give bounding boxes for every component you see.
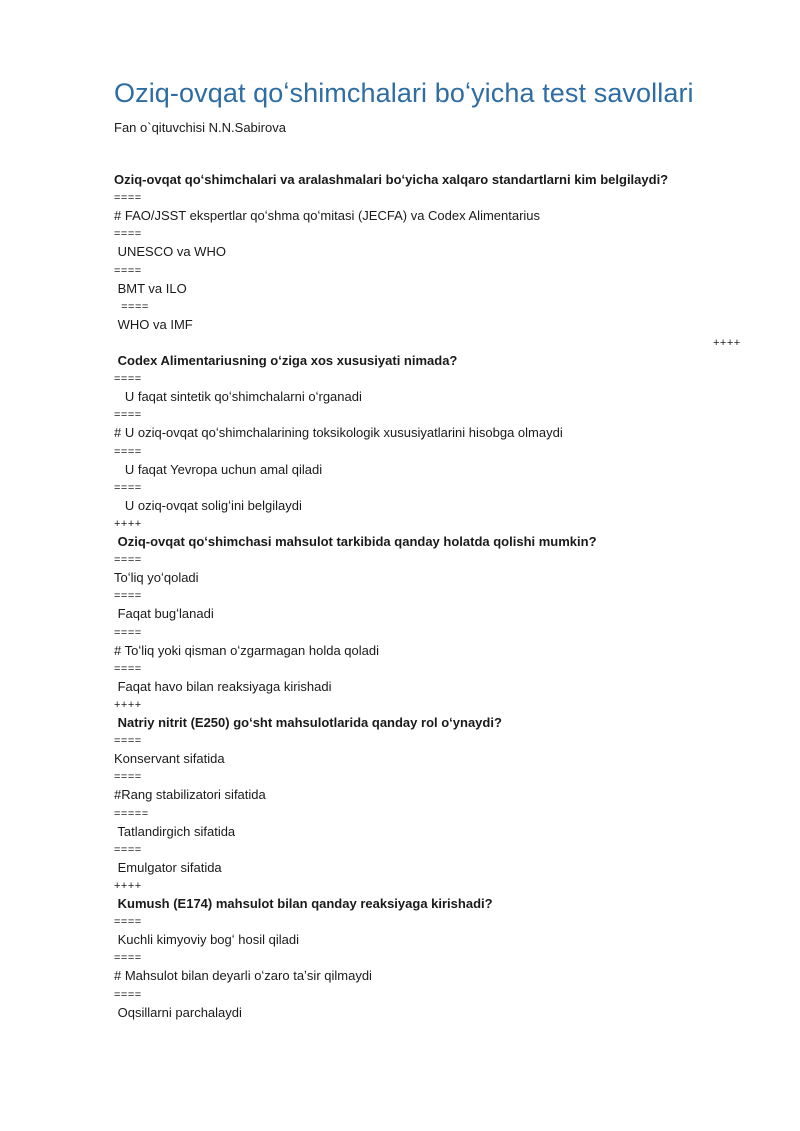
answer-option: U faqat Yevropa uchun amal qiladi [114,461,323,477]
separator-line: ==== [114,988,142,1001]
question-divider: ++++ [713,336,741,349]
answer-option: U oziq-ovqat soligʻini belgilaydi [114,497,302,513]
separator-line: ++++ [114,517,142,530]
separator-line: ==== [114,445,142,458]
author-line: Fan o`qituvchisi N.N.Sabirova [114,120,286,135]
separator-line: ===== [114,807,149,820]
answer-option: # U oziq-ovqat qoʻshimchalarining toksikologik xususiyatlarini hisobga olmaydi [114,425,563,441]
separator-line: ==== [114,300,149,313]
separator-line: ++++ [114,698,142,711]
separator-line: ==== [114,192,142,205]
separator-line: ==== [114,735,142,748]
question-text: Oziq-ovqat qoʻshimchalari va aralashmalari boʻyicha xalqaro standartlarni kim belgilaydi? [114,172,669,187]
question-text: Natriy nitrit (E250) goʻsht mahsulotlarida qanday rol oʻynaydi? [114,715,502,730]
separator-line: ==== [114,554,142,567]
separator-line: ==== [114,264,142,277]
answer-option: Konservant sifatida [114,751,225,767]
question-text: Codex Alimentariusning oʻziga xos xususiyati nimada? [114,353,458,368]
separator-line: ==== [114,409,142,422]
separator-line: ==== [114,771,142,784]
separator-line: ==== [114,952,142,965]
answer-option: Faqat bugʻlanadi [114,606,214,622]
answer-option: Emulgator sifatida [114,859,222,875]
answer-option: # Toʻliq yoki qisman oʻzgarmagan holda qoladi [114,642,379,658]
answer-option: WHO va IMF [114,316,193,332]
separator-line: ++++ [114,879,142,892]
separator-line: ==== [114,662,142,675]
separator-line: ==== [114,626,142,639]
question-text: Oziq-ovqat qoʻshimchasi mahsulot tarkibida qanday holatda qolishi mumkin? [114,534,597,549]
separator-line: ==== [114,481,142,494]
answer-option: UNESCO va WHO [114,244,226,260]
separator-line: ==== [114,843,142,856]
answer-option: Toʻliq yoʻqoladi [114,570,199,586]
answer-option: U faqat sintetik qoʻshimchalarni oʻrganadi [114,389,362,405]
answer-option: # FAO/JSST ekspertlar qoʻshma qoʻmitasi (JECFA) va Codex Alimentarius [114,208,541,224]
separator-line: ==== [114,228,142,241]
separator-line: ==== [114,590,142,603]
answer-option: Kuchli kimyoviy bogʻ hosil qiladi [114,932,299,948]
answer-option: #Rang stabilizatori sifatida [114,787,266,803]
question-text: Kumush (E174) mahsulot bilan qanday reaksiyaga kirishadi? [114,896,493,911]
answer-option: # Mahsulot bilan deyarli oʻzaro taʼsir qilmaydi [114,968,372,984]
answer-option: Oqsillarni parchalaydi [114,1004,242,1020]
document-title: Oziq-ovqat qoʻshimchalari boʻyicha test savollari [114,78,694,108]
separator-line: ==== [114,916,142,929]
answer-option: Faqat havo bilan reaksiyaga kirishadi [114,678,332,694]
answer-option: BMT va ILO [114,280,187,296]
separator-line: ==== [114,373,142,386]
answer-option: Tatlandirgich sifatida [114,823,236,839]
